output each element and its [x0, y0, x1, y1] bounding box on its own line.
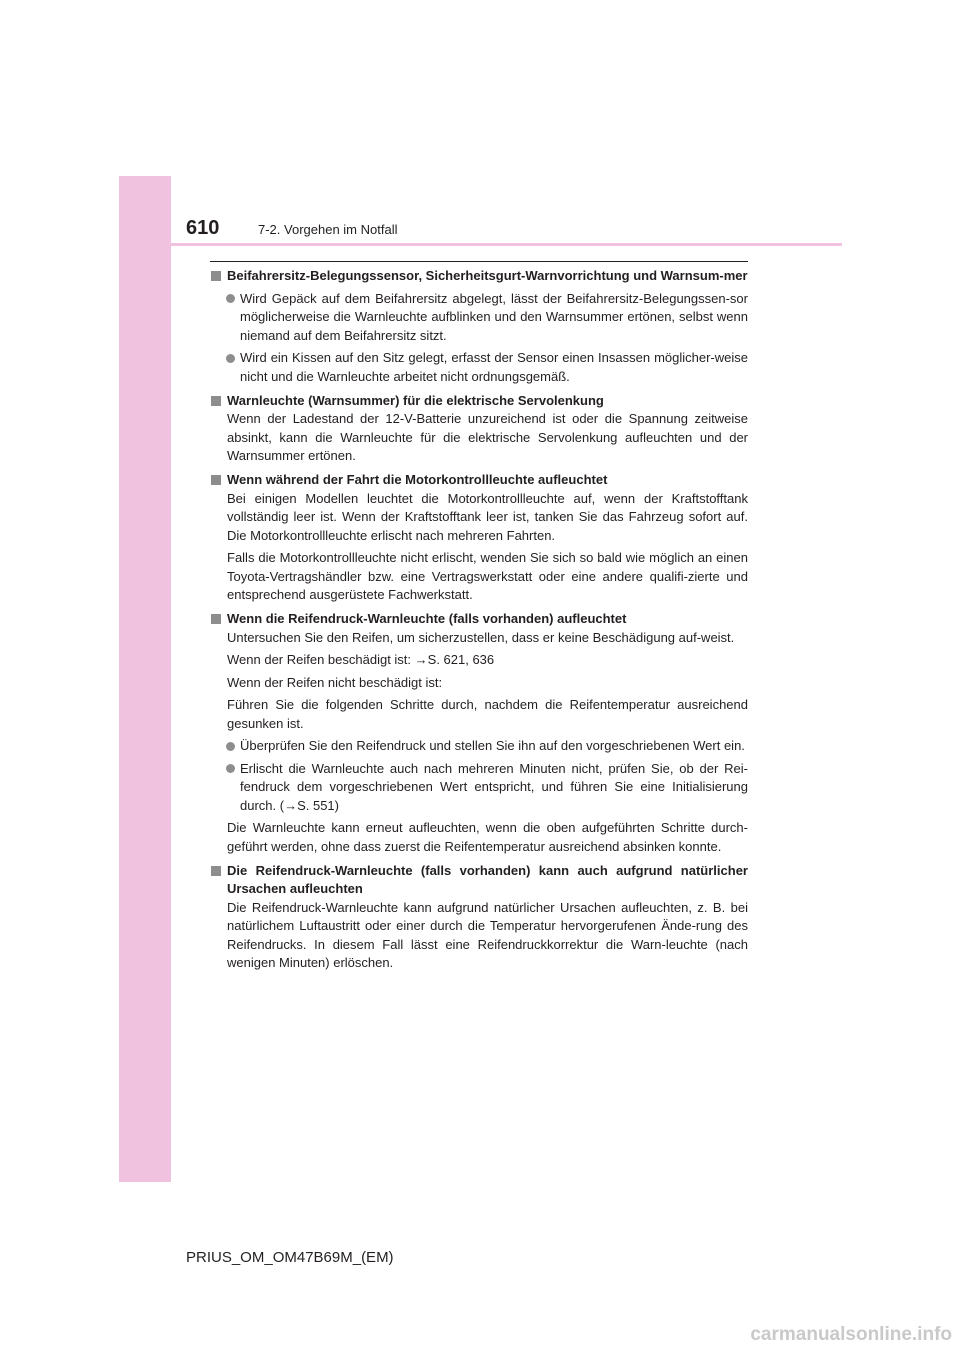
paragraph: Wenn der Reifen nicht beschädigt ist:	[227, 674, 443, 690]
list-item	[210, 290, 748, 346]
paragraph: Untersuchen Sie den Reifen, um sicherzustellen, dass er keine Beschädigung auf-weist.	[227, 629, 735, 645]
list-item-text: Wird Gepäck auf dem Beifahrersitz abgelegt, lässt der Beifahrersitz-Belegungssen-sor möglicherweise die Warnleuchte aufblinken und den Warnsummer ertönen, selbst wenn niemand auf dem Beifahrersitz sitzt.	[240, 290, 748, 343]
section-heading-passenger-seat-sensor	[210, 267, 748, 286]
section-title: 7-2. Vorgehen im Notfall	[258, 222, 398, 237]
list-item-text: Wird ein Kissen auf den Sitz gelegt, erfasst der Sensor einen Insassen möglicher-weise nicht und die Warnleuchte arbeitet nicht ordnungsgemäß.	[240, 350, 748, 384]
heading-text: Beifahrersitz-Belegungssensor, Sicherheitsgurt-Warnvorrichtung und Warnsum-mer	[227, 268, 748, 283]
paragraph: Die Reifendruck-Warnleuchte kann aufgrund natürlicher Ursachen aufleuchten, z. B. bei natürlichem Luftaustritt oder einer durch die Temperatur hervorgerufenen Ände-rung des Reifendrucks. In diesem Fall lässt eine Reifendruckkorrektur die Warn-leuchte (nach wenigen Minuten) erlöschen.	[227, 899, 748, 970]
list-item	[210, 760, 748, 816]
section-heading-tire-pressure-warning	[210, 610, 748, 629]
watermark: carmanualsonline.info	[750, 1324, 952, 1345]
paragraph: Führen Sie die folgenden Schritte durch, nachdem die Reifentemperatur ausreichend gesunken ist.	[227, 697, 748, 731]
header-rule	[171, 243, 842, 246]
round-bullet-icon	[226, 294, 235, 303]
list-item	[210, 737, 748, 756]
list-item	[210, 349, 748, 386]
square-bullet-icon	[211, 271, 221, 281]
paragraph: Falls die Motorkontrollleuchte nicht erlischt, wenden Sie sich so bald wie möglich an einen Toyota-Vertragshändler bzw. eine Vertragswerkstatt oder eine andere qualifi-zierte und entsprechend ausgerüstete Fachwerkstatt.	[227, 550, 748, 602]
round-bullet-icon	[226, 764, 235, 773]
content-rule	[210, 261, 748, 262]
document-code: PRIUS_OM_OM47B69M_(EM)	[186, 1249, 394, 1266]
square-bullet-icon	[211, 866, 221, 876]
round-bullet-icon	[226, 742, 235, 751]
paragraph-page-reference: Wenn der Reifen beschädigt ist: →S. 621, 636	[227, 652, 495, 667]
paragraph: Bei einigen Modellen leuchtet die Motorkontrollleuchte auf, wenn der Kraftstofftank vollständig leer ist. Wenn der Kraftstofftank leer ist, tanken Sie das Fahrzeug sofort auf. Die Motorkontrollleuchte erlischt nach mehreren Fahrten.	[227, 490, 748, 543]
paragraph: Wenn der Ladestand der 12-V-Batterie unzureichend ist oder die Spannung zeitweise absinkt, kann die Warnleuchte für die elektrische Servolenkung aufleuchten und der Warnsummer ertönen.	[227, 411, 748, 463]
square-bullet-icon	[211, 396, 221, 406]
chapter-side-band	[119, 176, 171, 1182]
section-heading-power-steering-warning	[210, 392, 748, 411]
paragraph: Die Warnleuchte kann erneut aufleuchten, wenn die oben aufgeführten Schritte durch-geführt werden, ohne dass zuerst die Reifentemperatur ausreichend absinken konnte.	[227, 820, 748, 854]
heading-text: Wenn die Reifendruck-Warnleuchte (falls vorhanden) aufleuchtet	[227, 611, 627, 626]
page-number: 610	[186, 217, 220, 239]
section-heading-engine-warning-light	[210, 471, 748, 490]
heading-text: Warnleuchte (Warnsummer) für die elektrische Servolenkung	[227, 392, 604, 408]
heading-text: Wenn während der Fahrt die Motorkontrollleuchte aufleuchtet	[227, 472, 608, 487]
square-bullet-icon	[211, 475, 221, 485]
page-content	[210, 267, 748, 973]
section-heading-tire-pressure-natural-causes	[210, 862, 748, 899]
square-bullet-icon	[211, 614, 221, 624]
list-item-text: Überprüfen Sie den Reifendruck und stellen Sie ihn auf den vorgeschriebenen Wert ein.	[240, 738, 745, 753]
round-bullet-icon	[226, 354, 235, 363]
list-item-text: Erlischt die Warnleuchte auch nach mehreren Minuten nicht, prüfen Sie, ob der Rei-fendruck dem vorgeschriebenen Wert entspricht, und führen Sie eine Initialisierung durch. (→S. 551)	[240, 760, 748, 813]
heading-text: Die Reifendruck-Warnleuchte (falls vorhanden) kann auch aufgrund natürlicher Ursachen aufleuchten	[227, 862, 748, 896]
